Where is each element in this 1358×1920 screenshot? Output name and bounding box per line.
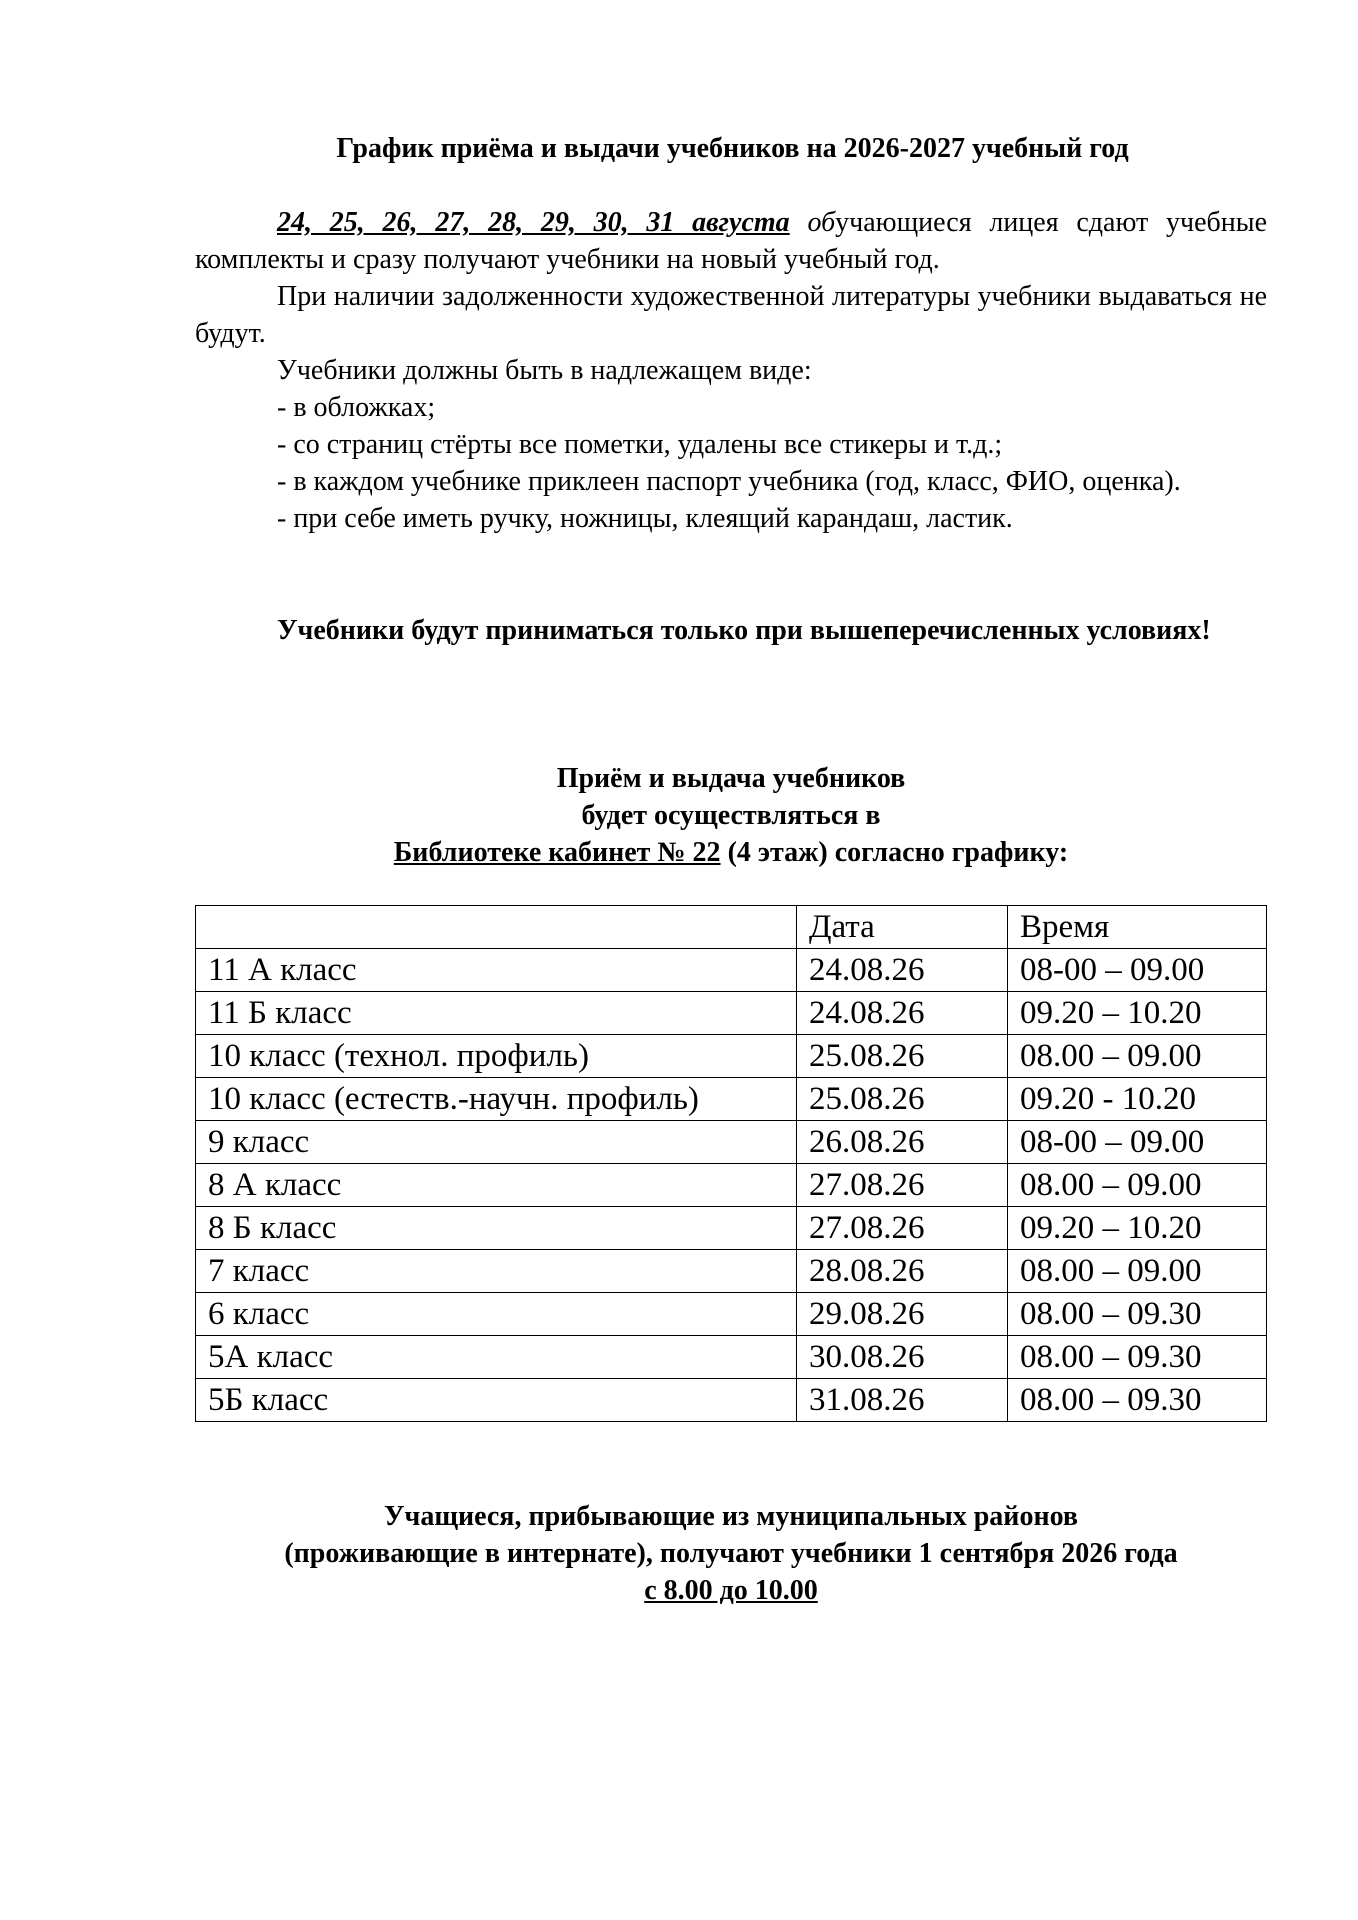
table-row <box>196 1293 1267 1336</box>
date-cell: 27.08.26 <box>797 1164 1008 1207</box>
date-cell: 31.08.26 <box>797 1379 1008 1422</box>
requirements-heading: Учебники должны быть в надлежащем виде: <box>277 355 812 386</box>
requirement-item: - в каждом учебнике приклеен паспорт учебника (год, класс, ФИО, оценка). <box>277 466 1181 497</box>
intro-italic-prefix: об <box>807 207 836 238</box>
time-cell: 09.20 - 10.20 <box>1008 1078 1267 1121</box>
class-cell: 9 класс <box>196 1121 797 1164</box>
class-cell: 10 класс (естеств.-научн. профиль) <box>196 1078 797 1121</box>
table-row <box>196 992 1267 1035</box>
warning-text: Учебники будут приниматься только при вышеперечисленных условиях! <box>277 615 1211 646</box>
time-cell: 08.00 – 09.30 <box>1008 1379 1267 1422</box>
intro-text: учающиеся лицея сдают учебные комплекты и сразу получают учебники на новый учебный год. <box>195 207 1268 275</box>
class-cell: 8 Б класс <box>196 1207 797 1250</box>
class-cell: 6 класс <box>196 1293 797 1336</box>
date-cell: 30.08.26 <box>797 1336 1008 1379</box>
time-cell: 08-00 – 09.00 <box>1008 949 1267 992</box>
page-title: График приёма и выдачи учебников на 2026-2027 учебный год <box>336 133 1129 164</box>
venue-block <box>195 760 1267 871</box>
venue-line-3 <box>195 834 1267 871</box>
date-cell: 27.08.26 <box>797 1207 1008 1250</box>
header-cell-class <box>196 906 797 949</box>
table-row <box>196 1121 1267 1164</box>
date-cell: 25.08.26 <box>797 1078 1008 1121</box>
time-cell: 09.20 – 10.20 <box>1008 1207 1267 1250</box>
class-cell: 10 класс (технол. профиль) <box>196 1035 797 1078</box>
time-cell: 09.20 – 10.20 <box>1008 992 1267 1035</box>
venue-line-2: будет осуществляться в <box>581 800 881 831</box>
time-cell: 08-00 – 09.00 <box>1008 1121 1267 1164</box>
time-cell: 08.00 – 09.30 <box>1008 1336 1267 1379</box>
table-row <box>196 1250 1267 1293</box>
footer-time: с 8.00 до 10.00 <box>644 1575 818 1606</box>
date-cell: 24.08.26 <box>797 949 1008 992</box>
table-row <box>196 949 1267 992</box>
footer-note <box>195 1498 1267 1609</box>
date-cell: 29.08.26 <box>797 1293 1008 1336</box>
venue-rest: (4 этаж) согласно графику: <box>720 837 1069 868</box>
intro-paragraph <box>195 204 1267 278</box>
date-cell: 28.08.26 <box>797 1250 1008 1293</box>
table-row <box>196 1078 1267 1121</box>
venue-place: Библиотеке кабинет № 22 <box>393 837 721 868</box>
debt-note: При наличии задолженности художественной литературы учебники выдаваться не будут. <box>195 281 1267 349</box>
date-cell: 26.08.26 <box>797 1121 1008 1164</box>
intro-dates: 24, 25, 26, 27, 28, 29, 30, 31 августа <box>277 207 790 238</box>
table-row <box>196 1379 1267 1422</box>
class-cell: 7 класс <box>196 1250 797 1293</box>
time-cell: 08.00 – 09.00 <box>1008 1035 1267 1078</box>
table-header-row <box>196 906 1267 949</box>
header-cell-time: Время <box>1008 906 1267 949</box>
class-cell: 5А класс <box>196 1336 797 1379</box>
time-cell: 08.00 – 09.00 <box>1008 1250 1267 1293</box>
time-cell: 08.00 – 09.30 <box>1008 1293 1267 1336</box>
class-cell: 11 А класс <box>196 949 797 992</box>
footer-line-1: Учащиеся, прибывающие из муниципальных районов <box>383 1501 1078 1532</box>
header-cell-date: Дата <box>797 906 1008 949</box>
table-row <box>196 1336 1267 1379</box>
date-cell: 24.08.26 <box>797 992 1008 1035</box>
class-cell: 8 А класс <box>196 1164 797 1207</box>
schedule-table <box>195 905 1267 1422</box>
time-cell: 08.00 – 09.00 <box>1008 1164 1267 1207</box>
requirement-item: - в обложках; <box>277 392 436 423</box>
class-cell: 11 Б класс <box>196 992 797 1035</box>
venue-line-1: Приём и выдача учебников <box>556 763 906 794</box>
requirement-item: - при себе иметь ручку, ножницы, клеящий карандаш, ластик. <box>277 503 1013 534</box>
date-cell: 25.08.26 <box>797 1035 1008 1078</box>
class-cell: 5Б класс <box>196 1379 797 1422</box>
table-row <box>196 1035 1267 1078</box>
notice-body <box>195 204 1267 537</box>
requirement-item: - со страниц стёрты все пометки, удалены все стикеры и т.д.; <box>277 429 1003 460</box>
table-row <box>196 1207 1267 1250</box>
footer-line-2: (проживающие в интернате), получают учебники 1 сентября 2026 года <box>284 1538 1178 1569</box>
table-row <box>196 1164 1267 1207</box>
